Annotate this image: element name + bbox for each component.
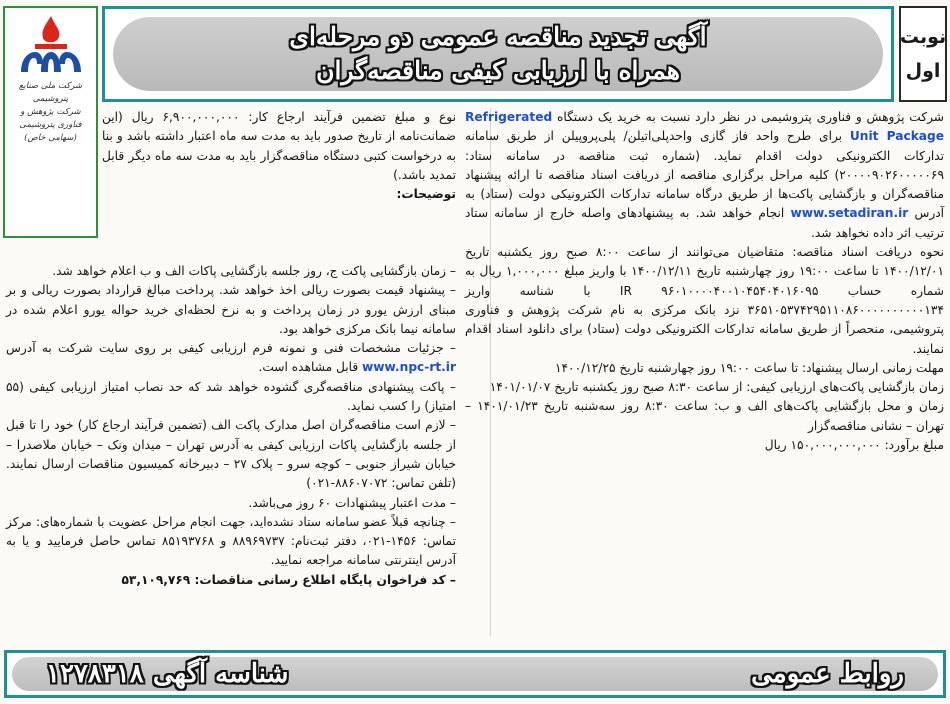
public-relations-label: روابط عمومی <box>751 659 904 689</box>
logo-caption-line: شرکت ملی صنایع پتروشیمی <box>18 81 83 104</box>
logo-caption-line: (سهامی خاص) <box>24 133 77 143</box>
logo-box <box>3 6 98 238</box>
note-documents-address: – لازم است مناقصه‌گران اصل مدارک پاکت الف (تضمین فرآیند ارجاع کار) خود را تا قبل از جلسه بازگشایی پاکات ارزیابی کیفی به آدرس تهران – میدان ونک – خیابان ملاصدرا – خیابان شیراز جنوبی – کوچه سرو – پلاک ۲۷ – دبیرخانه کمیسیون مناقصات ارسال نمایند. (تلفن تماس: ۸۸۶۰۷۰۷۲-۰۲۱) <box>6 418 456 491</box>
equipment-name: Refrigerated Unit Package <box>465 110 945 144</box>
footer-band <box>4 650 946 698</box>
left-column-bottom <box>6 262 456 590</box>
note-quality-threshold: – پاکت پیشنهادی مناقصه‌گری گشوده خواهد شد که حد نصاب امتیاز ارزیابی کیفی (۵۵ امتیاز) را کسب نماید. <box>6 379 456 414</box>
paragraph-estimate: مبلغ برآورد: ۱۵۰,۰۰۰,۰۰۰,۰۰۰ ریال <box>764 438 944 453</box>
ad-id-label: شناسه آگهی ۱۲۷۸۳۱۸ <box>46 659 289 689</box>
title-band <box>102 6 894 102</box>
note-price: – پیشنهاد قیمت بصورت ریالی اخذ خواهد شد. پرداخت مبالغ قرارداد بصورت ریالی و بر مبنای ارزش یورو در زمان پرداخت و به نرخ لحظه‌ای خرید حواله یورو اعلام شده در سامانه نیما بانک مرکزی خواهد بود. <box>6 283 456 336</box>
logo-caption <box>5 80 96 145</box>
paragraph-deadline: مهلت زمانی ارسال پیشنهاد: تا ساعت ۱۹:۰۰ روز چهارشنبه تاریخ ۱۴۰۰/۱۲/۲۵ <box>554 360 944 375</box>
title-line-1: آگهی تجدید مناقصه عمومی دو مرحله‌ای <box>289 22 707 51</box>
guarantee-text: نوع و مبلغ تضمین فرآیند ارجاع کار: ۶,۹۰۰,۰۰۰,۰۰۰ ریال (این ضمانت‌نامه از تاریخ صدور باید به مدت سه ماه اعتبار داشته باشد و بنا به درخواست کتبی دستگاه مناقصه‌گزار باید به مدت سه ماه دیگر قابل تمدید باشد.) <box>102 110 456 182</box>
paragraph-quality-opening: زمان بازگشایی پاکت‌های ارزیابی کیفی: از ساعت ۸:۳۰ صبح روز یکشنبه تاریخ ۱۴۰۱/۰۱/۰۷ <box>489 380 944 395</box>
note-specs <box>6 339 456 378</box>
paragraph-intro <box>465 108 944 243</box>
tender-code: – کد فراخوان پایگاه اطلاع رسانی مناقصات: ۵۳,۱۰۹,۷۶۹ <box>121 572 456 587</box>
setadiran-link[interactable]: www.setadiran.ir <box>790 206 909 221</box>
note-registration: – چنانچه قبلاً عضو سامانه ستاد نشده‌اید، جهت انجام مراحل عضویت با شماره‌های: مرکز تماس: ۱۴۵۶-۰۲۱، دفتر ثبت‌نام: ۸۸۹۶۹۷۳۷ و ۸۵۱۹۳۷۶۸ تماس حاصل فرمایید و یا به آدرس اینترنتی سامانه مراجعه نمایید. <box>6 514 456 568</box>
notice-tag <box>899 6 947 102</box>
intro-text-a: شرکت پژوهش و فناوری پتروشیمی در نظر دارد نسبت به خرید یک دستگاه <box>556 110 945 124</box>
notice-tag-line1: نوبت <box>899 26 947 48</box>
right-column <box>465 108 944 455</box>
logo-caption-line: شرکت پژوهش و فناوری پتروشیمی <box>19 107 82 130</box>
intro-text-c: انجام خواهد شد. به پیشنهادهای واصله خارج از سامانه ستاد ترتیب اثر داده نخواهد شد. <box>465 206 944 240</box>
paragraph-documents: نحوه دریافت اسناد مناقصه: متقاضیان می‌توانند از ساعت ۸:۰۰ صبح روز یکشنبه تاریخ ۱۴۰۰/۱۲/۰۱ تا ساعت ۱۹:۰۰ روز چهارشنبه تاریخ ۱۴۰۰/۱۲/۱۱ با واریز مبلغ ۱,۰۰۰,۰۰۰ ریال به شماره حساب ۹۶۰۱۰۰۰۰۴۰۰۱۰۴۵۴۰۴۰۱۶۰۹۵ IR با شناسه واریز ۳۶۵۱۰۵۳۷۴۲۹۵۱۱۰۸۶۰۰۰۰۰۰۰۰۰۰۱۳۴ نزد بانک مرکزی به نام شرکت پژوهش و فناوری پتروشیمی، منحصراً از طریق سامانه تدارکات الکترونیکی دولت (ستاد) برای دانلود اسناد اقدام نمایند. <box>465 245 944 356</box>
intro-text-b: برای طرح واحد فاز گازی واحدپلی‌اتیلن/ پلی‌پروپیلن از طریق سامانه تدارکات الکترونیکی دولت اقدام نماید. (شماره ثبت مناقصه در سامانه ستاد: ۲۰۰۰۰۹۰۲۶۰۰۰۰۰۶۹) کلیه مراحل برگزاری مناقصه از دریافت اسناد مناقصه تا ارائه پیشنهاد مناقصه‌گران و بازگشایی پاکت‌ها از طریق درگاه سامانه تدارکات الکترونیکی دولت (ستاد) به آدرس <box>465 129 945 221</box>
notes-heading: توضیحات: <box>396 187 456 202</box>
title-line-2: همراه با ارزیابی کیفی مناقصه‌گران <box>316 56 680 85</box>
notice-tag-line2: اول <box>905 60 941 82</box>
note-validity: – مدت اعتبار پیشنهادات ۶۰ روز می‌باشد. <box>248 495 456 510</box>
note-specs-a: – جزئیات مشخصات فنی و نمونه فرم ارزیابی کیفی بر روی سایت شرکت به آدرس <box>6 341 456 356</box>
footer-pill <box>12 657 938 691</box>
npc-rt-link[interactable]: www.npc-rt.ir <box>362 360 456 375</box>
note-envelope-c: – زمان بازگشایی پاکت ج، روز جلسه بازگشایی پاکات الف و ب اعلام خواهد شد. <box>52 264 456 278</box>
left-column-top <box>102 108 456 204</box>
npc-flame-logo-icon <box>15 14 87 76</box>
paragraph-envelope-opening: زمان و محل بازگشایی پاکت‌های الف و ب: ساعت ۸:۳۰ روز سه‌شنبه تاریخ ۱۴۰۱/۰۱/۲۳ – تهران – نشانی مناقصه‌گزار <box>465 399 945 433</box>
note-specs-b: قابل مشاهده است. <box>258 360 359 375</box>
title-pill <box>113 17 883 91</box>
